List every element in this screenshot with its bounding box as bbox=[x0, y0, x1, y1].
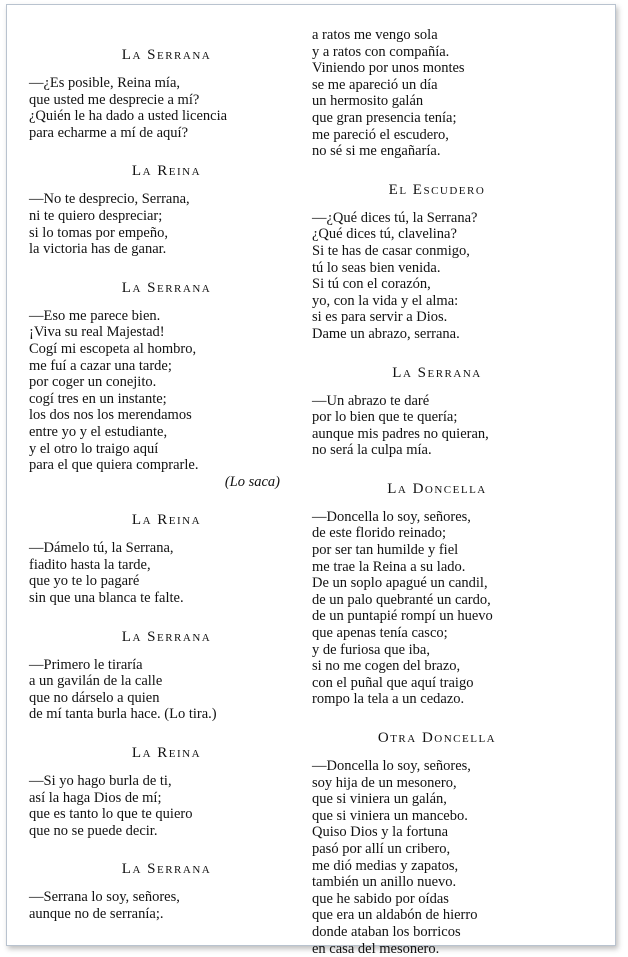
verse-line: —¿Es posible, Reina mía, bbox=[29, 75, 181, 91]
verse-line: —Primero le tiraría bbox=[29, 656, 143, 673]
verse-line: así la haga Dios de mí; bbox=[29, 789, 162, 806]
verse-block bbox=[29, 773, 304, 839]
verse-line: entre yo y el estudiante, bbox=[29, 423, 168, 440]
verse-line: por coger un conejito. bbox=[29, 374, 157, 391]
verse-line: yo, con la vida y el alma: bbox=[312, 292, 459, 309]
verse-line: ni te quiero despreciar; bbox=[29, 207, 163, 224]
verse-line: fiadito hasta la tarde, bbox=[29, 556, 151, 573]
spacer bbox=[29, 298, 304, 308]
verse-line: me pareció el escudero, bbox=[312, 126, 449, 143]
spacer bbox=[29, 839, 304, 859]
spacer bbox=[312, 499, 562, 509]
left-column bbox=[29, 45, 304, 923]
speaker-heading: La Reina bbox=[131, 163, 202, 180]
verse-line: para echarme a mí de aquí? bbox=[29, 124, 189, 141]
verse-line: y el otro lo traigo aquí bbox=[29, 440, 159, 457]
verse-line: no será la culpa mía. bbox=[312, 442, 432, 459]
spacer bbox=[29, 65, 304, 75]
verse-line: y de furiosa que iba, bbox=[312, 641, 430, 658]
spacer bbox=[312, 200, 562, 210]
verse-line: para el que quiera comprarle. bbox=[29, 457, 199, 474]
verse-line: que no se puede decir. bbox=[29, 822, 158, 839]
verse-block bbox=[29, 75, 304, 141]
verse-line: sin que una blanca te falte. bbox=[29, 590, 184, 607]
verse-line: si no me cogen del brazo, bbox=[312, 658, 461, 675]
spacer bbox=[29, 723, 304, 743]
verse-line: tú lo seas bien venida. bbox=[312, 259, 441, 276]
verse-line: de este florido reinado; bbox=[312, 525, 447, 542]
spacer bbox=[29, 141, 304, 161]
verse-line: que si viniera un galán, bbox=[312, 791, 447, 808]
verse-line: que es tanto lo que te quiero bbox=[29, 806, 193, 823]
verse-block bbox=[312, 758, 562, 957]
stage-direction: (Lo saca) bbox=[224, 473, 280, 490]
verse-line: De un soplo apagué un candil, bbox=[312, 575, 488, 592]
verse-line: que usted me desprecie a mí? bbox=[29, 91, 200, 108]
verse-block bbox=[29, 540, 304, 606]
verse-line: Si tú con el corazón, bbox=[312, 276, 431, 293]
spacer bbox=[312, 459, 562, 479]
verse-line: cogí tres en un instante; bbox=[29, 390, 167, 407]
speaker-heading: Otra Doncella bbox=[377, 730, 497, 746]
verse-line: a ratos me vengo sola bbox=[312, 27, 438, 43]
verse-line: aunque mis padres no quieran, bbox=[312, 425, 489, 442]
verse-line: que si viniera un mancebo. bbox=[312, 807, 468, 824]
verse-block bbox=[312, 393, 562, 459]
verse-line: Si te has de casar conmigo, bbox=[312, 242, 470, 259]
verse-block bbox=[312, 210, 562, 343]
document-page bbox=[6, 4, 616, 957]
right-column bbox=[312, 27, 562, 957]
verse-line: —No te desprecio, Serrana, bbox=[29, 191, 190, 208]
verse-line: que yo te lo pagaré bbox=[29, 573, 140, 590]
verse-line: la victoria has de ganar. bbox=[29, 241, 167, 258]
speaker-heading: La Doncella bbox=[387, 480, 487, 497]
speaker-heading: La Serrana bbox=[121, 861, 212, 878]
verse-line: soy hija de un mesonero, bbox=[312, 774, 457, 791]
spacer bbox=[312, 708, 562, 728]
spacer bbox=[29, 258, 304, 278]
spacer bbox=[29, 490, 304, 510]
verse-line: Dame un abrazo, serrana. bbox=[312, 325, 460, 342]
verse-line: —Doncella lo soy, señores, bbox=[312, 508, 471, 525]
spacer bbox=[29, 607, 304, 627]
verse-line: que era un aldabón de hierro bbox=[312, 907, 478, 924]
verse-line: ¡Viva su real Majestad! bbox=[29, 324, 165, 341]
verse-line: donde ataban los borricos bbox=[312, 923, 461, 940]
verse-line: me trae la Reina a su lado. bbox=[312, 558, 466, 575]
spacer bbox=[29, 763, 304, 773]
verse-line: —Dámelo tú, la Serrana, bbox=[29, 540, 174, 557]
verse-line: por ser tan humilde y fiel bbox=[312, 542, 459, 559]
verse-line: aunque no de serranía;. bbox=[29, 906, 164, 922]
verse-line: Viniendo por unos montes bbox=[312, 60, 465, 77]
speaker-heading: La Reina bbox=[131, 745, 202, 762]
verse-line: si es para servir a Dios. bbox=[312, 309, 448, 326]
verse-line: —Serrana lo soy, señores, bbox=[29, 889, 180, 906]
verse-line: que apenas tenía casco; bbox=[312, 625, 448, 642]
spacer bbox=[312, 343, 562, 363]
verse-line: se me apareció un día bbox=[312, 76, 438, 93]
speaker-heading: La Serrana bbox=[121, 628, 212, 645]
spacer bbox=[29, 879, 304, 889]
verse-line: si lo tomas por empeño, bbox=[29, 224, 168, 241]
spacer bbox=[312, 748, 562, 758]
speaker-heading: La Serrana bbox=[121, 47, 212, 63]
verse-block bbox=[29, 889, 304, 922]
verse-line: pasó por allí un cribero, bbox=[312, 840, 451, 857]
verse-line: de un palo quebranté un cardo, bbox=[312, 591, 491, 608]
verse-line: ¿Quién le ha dado a usted licencia bbox=[29, 108, 228, 125]
verse-block bbox=[29, 657, 304, 723]
speaker-heading: El Escudero bbox=[388, 181, 486, 198]
verse-block bbox=[312, 27, 562, 160]
verse-line: que gran presencia tenía; bbox=[312, 109, 457, 126]
verse-line: Cogí mi escopeta al hombro, bbox=[29, 340, 197, 357]
verse-line: los dos nos los merendamos bbox=[29, 407, 192, 424]
verse-line: que no dárselo a quien bbox=[29, 689, 160, 706]
verse-line: en casa del mesonero. bbox=[312, 940, 440, 957]
verse-line: —Doncella lo soy, señores, bbox=[312, 758, 471, 774]
verse-line: un hermosito galán bbox=[312, 93, 424, 110]
spacer bbox=[312, 160, 562, 180]
spacer bbox=[312, 383, 562, 393]
verse-line: de un puntapié rompí un huevo bbox=[312, 608, 493, 625]
verse-line: a un gavilán de la calle bbox=[29, 673, 163, 690]
verse-block bbox=[29, 308, 304, 491]
spacer bbox=[29, 647, 304, 657]
verse-block bbox=[312, 509, 562, 708]
verse-line: de mí tanta burla hace. (Lo tira.) bbox=[29, 706, 217, 723]
verse-line: rompo la tela a un cedazo. bbox=[312, 691, 465, 708]
verse-line: —Si yo hago burla de ti, bbox=[29, 773, 172, 790]
verse-block bbox=[29, 191, 304, 257]
verse-line: —Eso me parece bien. bbox=[29, 307, 161, 324]
verse-line: me fuí a cazar una tarde; bbox=[29, 357, 172, 374]
verse-line: con el puñal que aquí traigo bbox=[312, 674, 474, 691]
verse-line: y a ratos con compañía. bbox=[312, 43, 450, 60]
speaker-heading: La Reina bbox=[131, 512, 202, 529]
speaker-heading: La Serrana bbox=[392, 364, 482, 381]
verse-line: —¿Qué dices tú, la Serrana? bbox=[312, 209, 478, 226]
speaker-heading: La Serrana bbox=[121, 279, 212, 296]
spacer bbox=[29, 530, 304, 540]
verse-line: Quiso Dios y la fortuna bbox=[312, 824, 449, 841]
verse-line: no sé si me engañaría. bbox=[312, 143, 441, 160]
spacer bbox=[29, 181, 304, 191]
verse-line: me dió medias y zapatos, bbox=[312, 857, 459, 874]
verse-line: que he sabido por oídas bbox=[312, 890, 449, 907]
verse-line: —Un abrazo te daré bbox=[312, 392, 430, 409]
verse-line: ¿Qué dices tú, clavelina? bbox=[312, 226, 457, 243]
verse-line: por lo bien que te quería; bbox=[312, 409, 458, 426]
verse-line: también un anillo nuevo. bbox=[312, 874, 457, 891]
